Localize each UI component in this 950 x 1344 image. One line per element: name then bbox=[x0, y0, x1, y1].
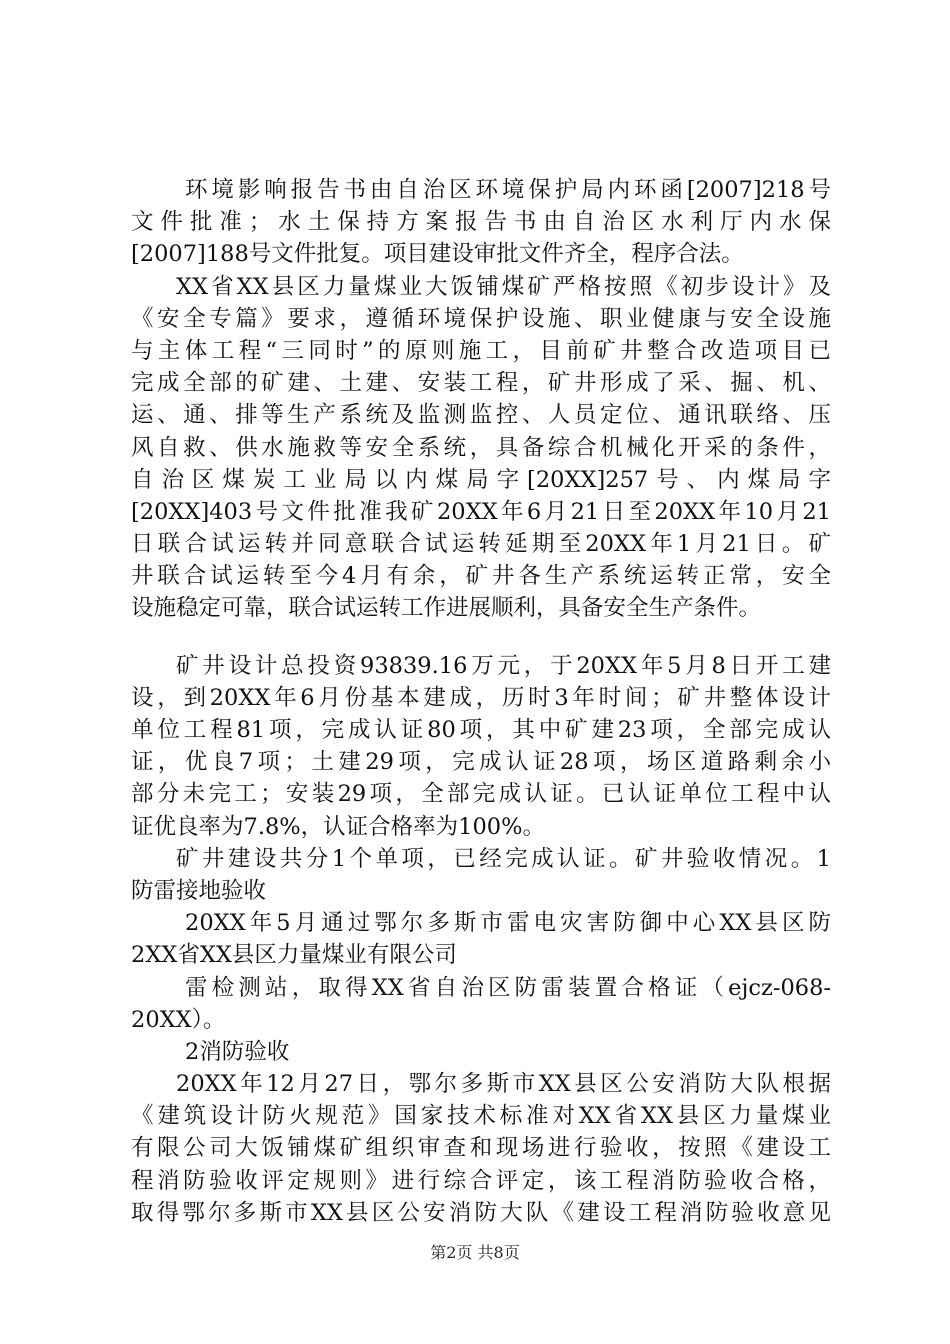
text-line: 证优良率为7.8%，认证合格率为100%。 bbox=[131, 813, 545, 840]
text-line: 有限公司大饭铺煤矿组织审查和现场进行验收，按照《建设工 bbox=[131, 1135, 831, 1162]
text-line: 风自救、供水施救等安全系统，具备综合机械化开采的条件， bbox=[131, 434, 831, 461]
text-line: 《安全专篇》要求，遵循环境保护设施、职业健康与安全设施 bbox=[131, 305, 831, 332]
text-line: 取得鄂尔多斯市XX县区公安消防大队《建设工程消防验收意见 bbox=[131, 1199, 831, 1226]
text-line: [20XX]403号文件批准我矿20XX年6月21日至20XX年10月21 bbox=[131, 498, 831, 525]
page-footer: 第2页 共8页 bbox=[430, 1243, 520, 1262]
text-line: 20XX年5月通过鄂尔多斯市雷电灾害防御中心XX县区防 bbox=[185, 910, 831, 937]
text-line: 文件批准；水土保持方案报告书由自治区水利厅内水保 bbox=[131, 209, 831, 236]
text-line: 自治区煤炭工业局以内煤局字[20XX]257号、内煤局字 bbox=[131, 466, 831, 493]
text-line: 矿井设计总投资93839.16万元，于20XX年5月8日开工建 bbox=[176, 652, 831, 679]
text-line: [2007]188号文件批复。项目建设审批文件齐全，程序合法。 bbox=[131, 241, 744, 268]
text-line: 单位工程81项，完成认证80项，其中矿建23项，全部完成认 bbox=[131, 717, 831, 743]
document-body bbox=[131, 174, 831, 1229]
text-line: 设，到20XX年6月份基本建成，历时3年时间；矿井整体设计 bbox=[131, 684, 831, 711]
text-line: 与主体工程“三同时”的原则施工，目前矿井整合改造项目已 bbox=[131, 337, 831, 364]
text-line: 证，优良7项；土建29项，完成认证28项，场区道路剩余小 bbox=[131, 749, 831, 776]
text-line: 运、通、排等生产系统及监测监控、人员定位、通讯联络、压 bbox=[131, 402, 831, 429]
text-line: 完成全部的矿建、土建、安装工程，矿井形成了采、掘、机、 bbox=[131, 370, 831, 397]
text-line: 程消防验收评定规则》进行综合评定，该工程消防验收合格， bbox=[131, 1167, 831, 1194]
text-line: 《建筑设计防火规范》国家技术标准对XX省XX县区力量煤业 bbox=[131, 1103, 831, 1130]
text-line: 设施稳定可靠，联合试运转工作进展顺利，具备安全生产条件。 bbox=[131, 595, 762, 622]
text-line: 2XX省XX县区力量煤业有限公司 bbox=[131, 942, 457, 969]
text-line: 环境影响报告书由自治区环境保护局内环函[2007]218号 bbox=[185, 177, 831, 203]
text-line: XX省XX县区力量煤业大饭铺煤矿严格按照《初步设计》及 bbox=[176, 273, 831, 300]
section-heading: 2消防验收 bbox=[185, 1038, 290, 1065]
text-line: 20XX）。 bbox=[131, 1006, 226, 1033]
text-line: 日联合试运转并同意联合试运转延期至20XX年1月21日。矿 bbox=[131, 531, 831, 558]
text-line: 防雷接地验收 bbox=[131, 877, 267, 904]
text-line: 雷检测站，取得XX省自治区防雷装置合格证（ejcz-068- bbox=[185, 974, 831, 1001]
paragraph-gap bbox=[131, 625, 831, 650]
text-line: 20XX年12月27日，鄂尔多斯市XX县区公安消防大队根据 bbox=[176, 1071, 831, 1098]
text-line: 井联合试运转至今4月有余，矿井各生产系统运转正常，安全 bbox=[131, 563, 831, 590]
text-line: 矿井建设共分1个单项，已经完成认证。矿井验收情况。1 bbox=[176, 845, 831, 872]
text-line: 部分未完工；安装29项，全部完成认证。已认证单位工程中认 bbox=[131, 781, 831, 808]
